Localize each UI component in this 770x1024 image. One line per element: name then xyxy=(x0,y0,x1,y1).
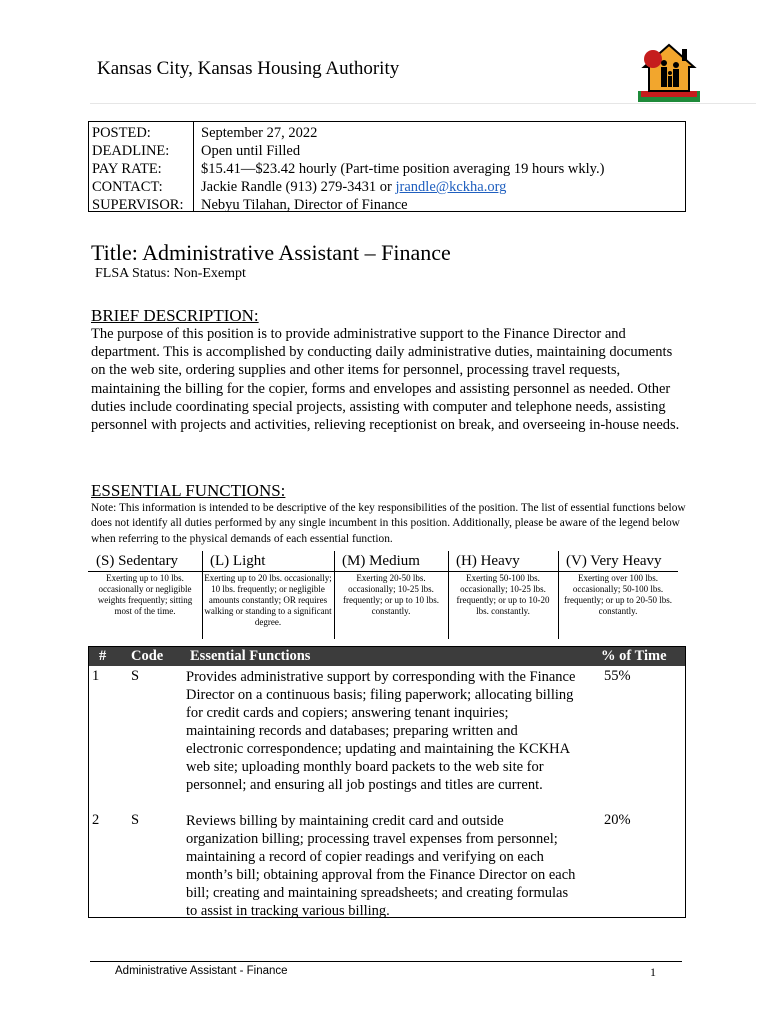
header-percent: % of Time xyxy=(601,648,667,664)
row-function-text: Reviews billing by maintaining credit card and outside organization billing; processing travel expenses from personnel; maintaining a record of copier readings and verifying on each month’s bill; obtaining approval from the Finance Director on each bill; creating and maintaining spreadsheets; and creating formulas to assist in tracking various billing. xyxy=(186,813,576,919)
posted-label: POSTED: xyxy=(92,125,151,141)
info-values xyxy=(201,124,604,214)
legend-medium xyxy=(334,551,448,639)
legend-heavy xyxy=(448,551,558,639)
pay-rate-value: $15.41—$23.42 hourly (Part-time position averaging 19 hours wkly.) xyxy=(201,161,605,177)
legend-divider xyxy=(202,551,203,639)
posted-value: September 27, 2022 xyxy=(201,125,318,141)
supervisor-label: SUPERVISOR: xyxy=(92,197,184,213)
legend-sedentary xyxy=(88,551,202,639)
legend-light xyxy=(202,551,334,639)
physical-demands-legend xyxy=(88,551,678,639)
legend-label: (H) Heavy xyxy=(448,551,558,572)
row-function-text: Provides administrative support by corresponding with the Finance Director on a continuous basis; filing paperwork; allocating billing for credit cards and copiers; answering tenant inquiries; maintaining records and databases; preparing written and electronic correspondence; updating and maintaining the KCKHA web site; uploading monthly board packets to the web site for personnel; and ensuring all job postings and titles are current. xyxy=(186,669,576,793)
legend-label: (V) Very Heavy xyxy=(558,551,678,572)
footer-rule xyxy=(90,961,682,962)
contact-label: CONTACT: xyxy=(92,179,163,195)
header-functions: Essential Functions xyxy=(190,648,311,664)
essential-functions-note: Note: This information is intended to be descriptive of the key responsibilities of the position. The list of essential functions below does not identify all duties performed by any single incumbent in this position. Additionally, please be aware of the legend below when referring to the physical demands of each essential function. xyxy=(91,502,686,545)
row-percent: 20% xyxy=(604,812,631,828)
row-code: S xyxy=(131,668,140,684)
pay-rate-label: PAY RATE: xyxy=(92,161,162,177)
kckha-house-logo xyxy=(636,41,702,104)
deadline-value: Open until Filled xyxy=(201,143,301,159)
legend-divider xyxy=(334,551,335,639)
contact-email-link[interactable]: jrandle@kckha.org xyxy=(395,179,507,195)
footer-title: Administrative Assistant - Finance xyxy=(115,965,288,977)
supervisor-value: Nebyu Tilahan, Director of Finance xyxy=(201,197,408,213)
header-number: # xyxy=(99,648,107,664)
essential-functions-table xyxy=(88,646,686,918)
info-labels xyxy=(92,124,184,214)
posting-info-table xyxy=(88,121,686,212)
deadline-label: DEADLINE: xyxy=(92,143,170,159)
legend-divider xyxy=(558,551,559,639)
essential-functions-heading: ESSENTIAL FUNCTIONS: xyxy=(91,481,286,500)
contact-text: Jackie Randle (913) 279-3431 or xyxy=(201,179,396,195)
legend-desc: Exerting 20-50 lbs. occasionally; 10-25 lbs. frequently; or up to 10 lbs. constantly. xyxy=(343,573,439,616)
legend-desc: Exerting up to 20 lbs. occasionally; 10 lbs. frequently; or negligible amounts constantly; OR requires walking or standing to a significant degree. xyxy=(204,573,332,627)
legend-desc: Exerting over 100 lbs. occasionally; 50-100 lbs. frequently; or up to 20-50 lbs. constantly. xyxy=(564,573,672,616)
organization-name: Kansas City, Kansas Housing Authority xyxy=(97,58,400,79)
table-header xyxy=(89,647,685,666)
row-code: S xyxy=(131,812,140,828)
page-number: 1 xyxy=(650,965,656,979)
flsa-status: FLSA Status: Non-Exempt xyxy=(95,266,246,281)
contact-value xyxy=(201,178,604,196)
info-divider xyxy=(193,122,194,211)
brief-description-text: The purpose of this position is to provide administrative support to the Finance Director and department. This is accomplished by conducting daily administrative duties, maintaining documents on the web site, ordering supplies and other items for personnel, processing travel requests, maintaining the billing for the copier, forms and envelopes and assisting personnel as needed. Other duties include coordinating special projects, assisting with computer and telephone needs, assisting personnel with projects and activities, relieving receptionist on break, and overseeing in-house needs. xyxy=(91,326,680,434)
legend-desc: Exerting 50-100 lbs. occasionally; 10-25 lbs. frequently; or up to 10-20 lbs. constantly. xyxy=(456,573,550,616)
legend-label: (L) Light xyxy=(202,551,334,572)
job-title: Title: Administrative Assistant – Finance xyxy=(91,240,451,265)
row-percent: 55% xyxy=(604,668,631,684)
header-code: Code xyxy=(131,648,164,664)
row-number: 1 xyxy=(92,668,100,684)
legend-very-heavy xyxy=(558,551,678,639)
row-number: 2 xyxy=(92,812,100,828)
legend-label: (M) Medium xyxy=(334,551,448,572)
legend-desc: Exerting up to 10 lbs. occasionally or negligible weights frequently; sitting most of the time. xyxy=(97,573,193,616)
legend-divider xyxy=(448,551,449,639)
legend-label: (S) Sedentary xyxy=(88,551,202,572)
brief-description-heading: BRIEF DESCRIPTION: xyxy=(91,306,259,325)
header-rule xyxy=(90,103,756,104)
